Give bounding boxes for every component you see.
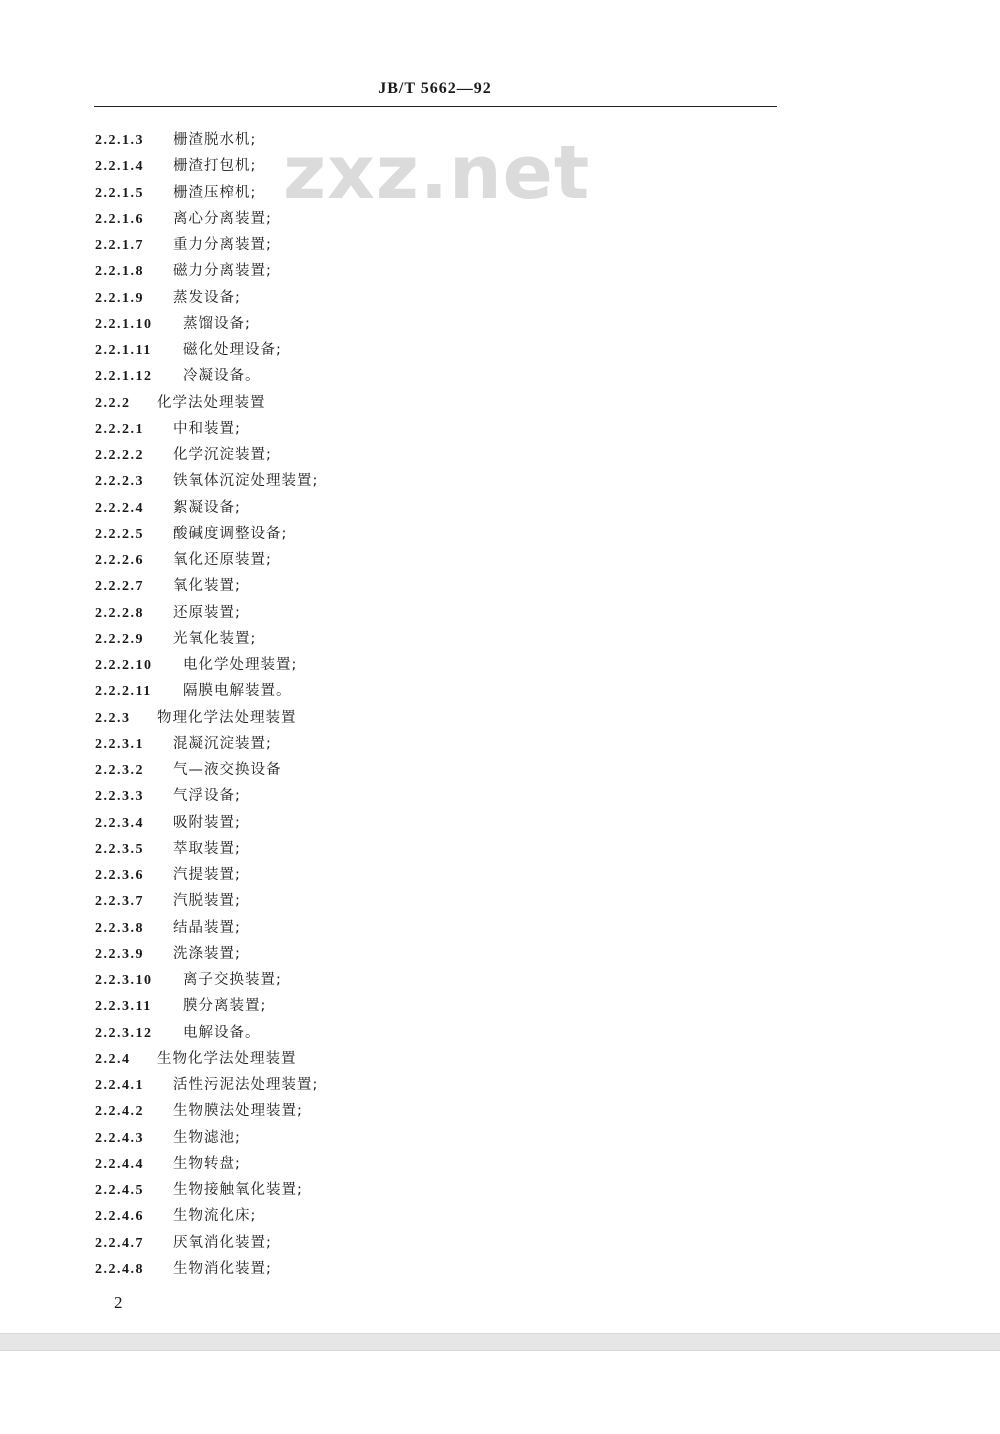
clause-text: 还原装置;: [173, 604, 241, 621]
clause-text: 活性污泥法处理装置;: [173, 1077, 319, 1093]
clause-line: [95, 940, 318, 966]
clause-text: 栅渣脱水机;: [173, 132, 257, 148]
clause-number: 2.2.3: [95, 710, 131, 726]
clause-number: 2.2.3.4: [95, 815, 144, 831]
clause-text: 絮凝设备;: [173, 499, 241, 516]
clause-line: [95, 625, 318, 651]
clause-number: 2.2.3.9: [95, 946, 144, 962]
clause-text: 化学法处理装置: [157, 394, 266, 411]
clause-number: 2.2.3.3: [95, 789, 144, 805]
clause-line: [95, 1019, 318, 1045]
clause-text: 生物接触氧化装置;: [173, 1182, 303, 1198]
clause-number: 2.2.3.2: [95, 763, 144, 778]
clause-line: [95, 651, 318, 677]
clause-number: 2.2.1.8: [95, 264, 144, 280]
clause-text: 中和装置;: [173, 420, 241, 437]
clause-number: 2.2.2.9: [95, 631, 144, 647]
watermark: zxz.net: [283, 130, 591, 216]
clause-line: [95, 1071, 318, 1097]
clause-line: [95, 677, 318, 703]
clause-line: [95, 1176, 318, 1202]
clause-number: 2.2.1.11: [95, 343, 152, 358]
clause-line: [95, 704, 318, 730]
clause-line: [95, 756, 318, 782]
clause-number: 2.2.4.7: [95, 1235, 144, 1251]
clause-line: [95, 1045, 318, 1071]
clause-line: [95, 257, 318, 283]
clause-number: 2.2.3.8: [95, 920, 144, 936]
clause-text: 气浮设备;: [173, 788, 241, 805]
clause-text: 物理化学法处理装置: [157, 709, 297, 726]
clause-line: [95, 966, 318, 992]
clause-number: 2.2.2.11: [95, 684, 152, 700]
clause-number: 2.2.3.10: [95, 973, 153, 988]
clause-text: 光氧化装置;: [173, 630, 257, 647]
clause-line: [95, 861, 318, 887]
clause-text: 隔膜电解装置。: [183, 683, 292, 700]
clause-line: [95, 310, 318, 336]
clause-line: [95, 441, 318, 467]
clause-number: 2.2.2.8: [95, 605, 144, 621]
clause-text: 磁化处理设备;: [183, 342, 282, 358]
clause-number: 2.2.1.3: [95, 133, 144, 148]
clause-line: [95, 467, 318, 493]
clause-line: [95, 1202, 318, 1228]
clause-number: 2.2.1.5: [95, 185, 144, 201]
clause-text: 氧化装置;: [173, 578, 241, 595]
clause-number: 2.2.4.6: [95, 1209, 144, 1225]
page-number: 2: [114, 1293, 123, 1312]
clause-line: [95, 1255, 318, 1281]
clause-line: [95, 284, 318, 310]
clause-line: [95, 231, 318, 257]
viewer-bottom-band: [0, 1333, 1000, 1351]
clause-line: [95, 1124, 318, 1150]
clause-number: 2.2.3.11: [95, 999, 152, 1015]
clause-text: 氧化还原装置;: [173, 552, 272, 568]
clause-text: 蒸馏设备;: [183, 315, 251, 332]
clause-text: 混凝沉淀装置;: [173, 735, 272, 752]
clause-number: 2.2.1.6: [95, 211, 144, 227]
clause-text: 离心分离装置;: [173, 210, 272, 227]
clause-text: 栅渣打包机;: [173, 158, 257, 175]
clause-number: 2.2.3.5: [95, 841, 144, 857]
clause-text: 汽脱装置;: [173, 893, 241, 910]
clause-text: 磁力分离装置;: [173, 263, 272, 280]
clause-line: [95, 599, 318, 625]
clause-number: 2.2.2.10: [95, 658, 153, 673]
clause-line: [95, 1150, 318, 1176]
clause-line: [95, 809, 318, 835]
clause-line: [95, 126, 318, 152]
clause-text: 厌氧消化装置;: [173, 1234, 272, 1251]
clause-line: [95, 835, 318, 861]
clause-text: 生物膜法处理装置;: [173, 1103, 303, 1120]
clause-text: 电解设备。: [183, 1024, 261, 1041]
clause-number: 2.2.2.5: [95, 526, 144, 542]
clause-number: 2.2.3.12: [95, 1025, 153, 1041]
clause-line: [95, 389, 318, 415]
clause-text: 生物流化床;: [173, 1208, 257, 1225]
clause-number: 2.2.1.10: [95, 316, 153, 332]
clause-number: 2.2.1.4: [95, 159, 144, 175]
clause-number: 2.2.4.8: [95, 1261, 144, 1277]
clause-number: 2.2.2: [95, 395, 131, 411]
clause-number: 2.2.2.4: [95, 500, 144, 516]
clause-number: 2.2.2.7: [95, 579, 144, 595]
clause-number: 2.2.2.2: [95, 448, 144, 463]
clause-number: 2.2.1.7: [95, 238, 144, 253]
clause-text: 铁氧体沉淀处理装置;: [173, 473, 319, 490]
clause-text: 吸附装置;: [173, 814, 241, 831]
clause-line: [95, 336, 318, 362]
clause-line: [95, 887, 318, 913]
clause-text: 电化学处理装置;: [183, 657, 298, 673]
clause-line: [95, 914, 318, 940]
clause-number: 2.2.2.3: [95, 474, 144, 490]
clause-line: [95, 362, 318, 388]
clause-line: [95, 494, 318, 520]
clause-text: 冷凝设备。: [183, 368, 261, 385]
page-header-standard-number: JB/T 5662—92: [378, 80, 492, 97]
clause-line: [95, 730, 318, 756]
clause-text: 离子交换装置;: [183, 972, 282, 988]
clause-text: 生物消化装置;: [173, 1260, 272, 1277]
clause-text: 蒸发设备;: [173, 289, 241, 306]
clause-text: 栅渣压榨机;: [173, 184, 257, 201]
clause-line: [95, 572, 318, 598]
clause-number: 2.2.4.1: [95, 1078, 144, 1093]
clause-line: [95, 152, 318, 178]
clause-line: [95, 179, 318, 205]
clause-line: [95, 205, 318, 231]
clause-list: [95, 126, 318, 1281]
clause-text: 洗涤装置;: [173, 945, 241, 962]
clause-number: 2.2.3.1: [95, 736, 144, 752]
clause-number: 2.2.1.9: [95, 290, 144, 306]
clause-text: 结晶装置;: [173, 919, 241, 936]
clause-line: [95, 992, 318, 1018]
clause-number: 2.2.4.4: [95, 1156, 144, 1172]
clause-number: 2.2.4.2: [95, 1104, 144, 1120]
clause-line: [95, 1229, 318, 1255]
clause-text: 化学沉淀装置;: [173, 447, 272, 463]
clause-number: 2.2.4: [95, 1051, 131, 1067]
clause-text: 膜分离装置;: [183, 998, 267, 1015]
clause-text: 重力分离装置;: [173, 237, 272, 253]
clause-number: 2.2.3.7: [95, 894, 144, 910]
clause-text: 生物化学法处理装置: [157, 1050, 297, 1067]
clause-number: 2.2.4.3: [95, 1130, 144, 1146]
clause-number: 2.2.2.1: [95, 421, 144, 437]
header-divider: [94, 106, 777, 107]
clause-text: 汽提装置;: [173, 867, 241, 883]
clause-line: [95, 415, 318, 441]
clause-text: 萃取装置;: [173, 840, 241, 857]
clause-number: 2.2.2.6: [95, 553, 144, 568]
clause-text: 生物滤池;: [173, 1129, 241, 1146]
clause-line: [95, 546, 318, 572]
clause-number: 2.2.3.6: [95, 868, 144, 883]
clause-text: 气—液交换设备: [173, 762, 282, 778]
clause-line: [95, 1097, 318, 1123]
clause-text: 生物转盘;: [173, 1155, 241, 1172]
clause-number: 2.2.4.5: [95, 1183, 144, 1198]
clause-line: [95, 520, 318, 546]
clause-number: 2.2.1.12: [95, 369, 153, 385]
clause-line: [95, 782, 318, 808]
clause-text: 酸碱度调整设备;: [173, 525, 288, 542]
